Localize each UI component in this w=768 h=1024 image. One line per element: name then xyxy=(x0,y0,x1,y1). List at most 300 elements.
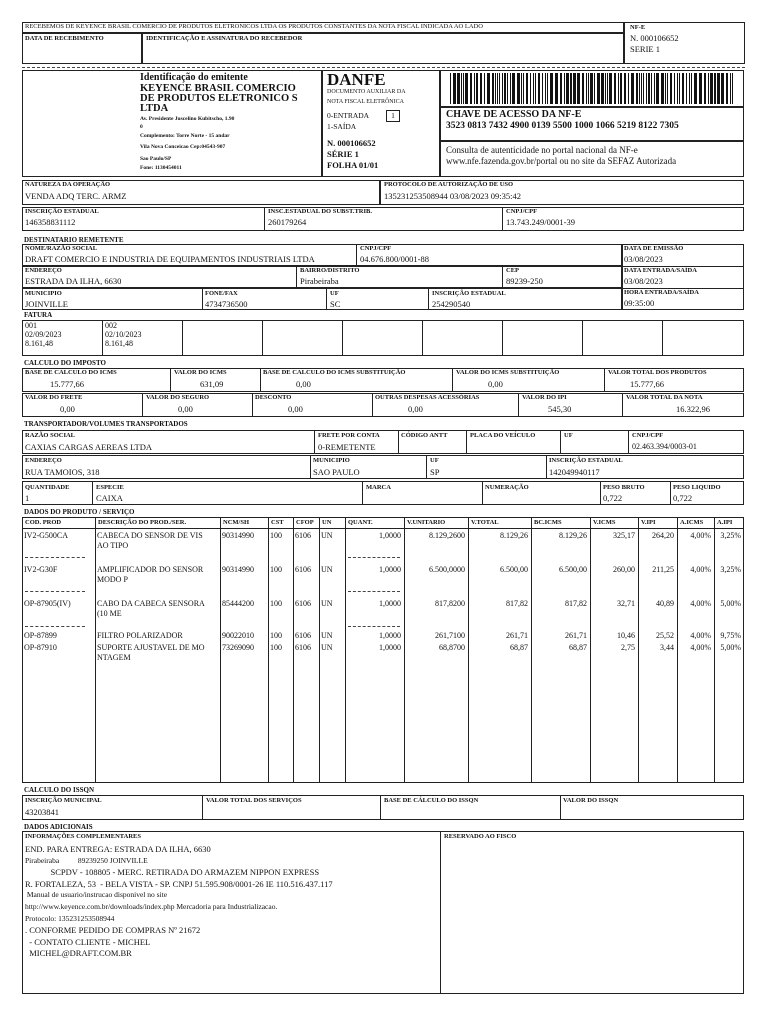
ipi-label: VALOR DO IPI xyxy=(522,394,567,401)
iest-valor: 260179264 xyxy=(268,217,307,227)
barcode-bar xyxy=(661,73,664,104)
barcode-image xyxy=(448,72,738,105)
column-divider xyxy=(268,517,269,783)
barcode-bar xyxy=(732,73,733,104)
barcode-bar xyxy=(609,73,612,104)
produtos-section-title: DADOS DO PRODUTO / SERVIÇO xyxy=(24,508,135,516)
barcode-bar xyxy=(523,73,524,104)
div xyxy=(452,368,453,392)
product-d2: MODO P xyxy=(97,575,128,584)
total-nota: 16.322,96 xyxy=(676,404,710,414)
barcode-bar xyxy=(497,73,498,104)
product-un: UN xyxy=(321,643,333,652)
div xyxy=(380,795,381,820)
div xyxy=(356,244,357,266)
div xyxy=(296,266,297,288)
barcode-bar xyxy=(487,73,490,104)
column-header: A.ICMS xyxy=(680,519,704,526)
dest-cnpj-label: CNPJ/CPF xyxy=(360,245,392,252)
transp-antt-label: CÓDIGO ANTT xyxy=(401,432,448,439)
barcode-bar xyxy=(588,73,589,104)
emitente-titulo: Identificação do emitente xyxy=(140,72,248,83)
div xyxy=(560,430,561,454)
div xyxy=(92,481,93,505)
barcode-bar xyxy=(646,73,647,104)
div xyxy=(440,831,441,994)
transp-endereco: RUA TAMOIOS, 318 xyxy=(25,467,100,477)
consulta-linha1: Consulta de autenticidade no portal nacional da NF-e xyxy=(446,145,638,155)
transp-numeracao-label: NUMERAÇÃO xyxy=(485,484,529,491)
product-cfop: 6106 xyxy=(295,531,311,540)
dest-uf-label: UF xyxy=(330,290,339,297)
column-divider xyxy=(293,517,294,783)
chave-label: CHAVE DE ACESSO DA NF-E xyxy=(446,109,582,120)
product-d1: CABECA DO SENSOR DE VIS xyxy=(97,531,203,540)
info-line: MICHEL@DRAFT.COM.BR xyxy=(25,948,132,959)
product-d2: AO TIPO xyxy=(97,541,129,550)
adicionais-section-title: DADOS ADICIONAIS xyxy=(24,823,93,831)
transp-cnpj-label: CNPJ/CPF xyxy=(632,432,664,439)
product-ai: 4,00% xyxy=(690,643,711,652)
barcode-bar xyxy=(535,73,536,104)
info-line: . CONFORME PEDIDO DE COMPRAS Nº 21672 xyxy=(25,925,201,936)
v-st-label: VALOR DO ICMS SUBSTITUIÇÃO xyxy=(456,369,560,376)
column-header: UN xyxy=(322,519,332,526)
barcode-bar xyxy=(618,73,619,104)
column-header: BC.ICMS xyxy=(534,519,562,526)
div xyxy=(670,481,671,505)
product-vt: 261,71 xyxy=(506,631,528,640)
product-cst: 100 xyxy=(270,531,282,540)
transportador-section-title: TRANSPORTADOR/VOLUMES TRANSPORTADOS xyxy=(24,420,188,428)
barcode-bar xyxy=(670,73,672,104)
imposto-section-title: CALCULO DO IMPOSTO xyxy=(24,359,106,367)
product-ap: 9,75% xyxy=(720,631,741,640)
issqn-im: 43203841 xyxy=(25,807,59,817)
protocolo-label: PROTOCOLO DE AUTORIZAÇÃO DE USO xyxy=(384,181,514,188)
barcode-bar xyxy=(699,73,702,104)
danfe-sub2: NOTA FISCAL ELETRÔNICA xyxy=(327,99,404,105)
barcode-bar xyxy=(607,73,608,104)
barcode-bar xyxy=(453,73,456,104)
barcode-bar xyxy=(476,73,478,104)
issqn-v-label: VALOR DO ISSQN xyxy=(563,797,619,804)
barcode-bar xyxy=(547,73,548,104)
barcode-bar xyxy=(577,73,580,104)
div xyxy=(342,320,343,356)
product-cod: OP-87905(IV) xyxy=(24,599,71,608)
product-d1: SUPORTE AJUSTAVEL DE MO xyxy=(97,643,205,652)
div xyxy=(582,320,583,356)
transp-placa-label: PLACA DO VEÍCULO xyxy=(470,432,536,439)
barcode-bar xyxy=(654,73,655,104)
consulta-linha2[interactable]: www.nfe.fazenda.gov.br/portal ou no site da SEFAZ Autorizada xyxy=(446,156,677,166)
duplicata-vencimento: 02/09/2023 xyxy=(25,330,62,339)
barcode-bar xyxy=(492,73,494,104)
div xyxy=(502,320,503,356)
product-cfop: 6106 xyxy=(295,643,311,652)
barcode-bar xyxy=(570,73,572,104)
barcode-bar xyxy=(538,73,540,104)
div xyxy=(264,207,265,231)
emitente-endereco2: 0 xyxy=(140,124,143,130)
div xyxy=(182,320,183,356)
column-header: A.IPI xyxy=(717,519,733,526)
product-ap: 3,25% xyxy=(720,565,741,574)
fatura-section-title: FATURA xyxy=(24,311,53,319)
product-un: UN xyxy=(321,631,333,640)
product-cod: IV2-G500CA xyxy=(24,531,68,540)
row-separator xyxy=(25,557,85,558)
barcode-bar xyxy=(601,73,604,104)
v-prod: 15.777,66 xyxy=(630,379,664,389)
div xyxy=(142,393,143,417)
div xyxy=(262,320,263,356)
product-vi: 325,17 xyxy=(613,531,635,540)
barcode-bar xyxy=(480,73,482,104)
barcode-bar xyxy=(526,73,528,104)
product-ai: 4,00% xyxy=(690,599,711,608)
destinatario-section-title: DESTINATARIO REMETENTE xyxy=(24,236,124,244)
dest-nome: DRAFT COMERCIO E INDUSTRIA DE EQUIPAMENTOS INDUSTRIAIS LTDA xyxy=(25,254,315,264)
barcode-bar xyxy=(582,73,584,104)
v-icms: 631,09 xyxy=(200,379,224,389)
product-ap: 3,25% xyxy=(720,531,741,540)
duplicata-numero: 002 xyxy=(105,321,117,330)
dest-entrada-label: DATA ENTRADA/SAÍDA xyxy=(624,267,697,274)
dest-ie-label: INSCRIÇÃO ESTADUAL xyxy=(432,290,506,297)
column-header: QUANT. xyxy=(348,519,373,526)
barcode-bar xyxy=(679,73,680,104)
div xyxy=(662,320,663,356)
barcode-bar xyxy=(507,73,508,104)
barcode-bar xyxy=(628,73,629,104)
barcode-bar xyxy=(714,73,716,104)
duplicata-vencimento: 02/10/2023 xyxy=(105,330,142,339)
barcode-bar xyxy=(597,73,600,104)
chave-valor[interactable]: 3523 0813 7432 4900 0139 5500 1000 1066 5219 8122 7305 xyxy=(446,121,679,131)
outras: 0,00 xyxy=(408,404,423,414)
dest-ie: 254290540 xyxy=(432,299,471,309)
product-qt: 1,0000 xyxy=(379,565,401,574)
column-header: V.TOTAL xyxy=(471,519,499,526)
transp-frete-label: FRETE POR CONTA xyxy=(318,432,380,439)
div xyxy=(326,288,327,310)
emitente-fone: Fone: 1130454011 xyxy=(140,165,182,171)
dest-hora-label: HORA ENTRADA/SAÍDA xyxy=(624,289,699,296)
transp-liquido-label: PESO LIQUIDO xyxy=(673,484,721,491)
barcode-bar xyxy=(704,73,706,104)
barcode-bar xyxy=(560,73,562,104)
product-cst: 100 xyxy=(270,565,282,574)
barcode-bar xyxy=(517,73,520,104)
transp-uf2: SP xyxy=(430,467,440,477)
dest-cep: 89239-250 xyxy=(506,276,543,286)
barcode-bar xyxy=(463,73,464,104)
transp-uf2-label: UF xyxy=(430,457,439,464)
emitente-bairro: Vila Nova Conceicao Cep:04543-907 xyxy=(140,144,226,150)
danfe-numero: N. 000106652 xyxy=(327,138,376,148)
product-vu: 6.500,0000 xyxy=(429,565,465,574)
barcode-bar xyxy=(624,73,626,104)
barcode-bar xyxy=(502,73,503,104)
product-ncm: 90314990 xyxy=(222,531,254,540)
barcode-bar xyxy=(484,73,485,104)
product-bc: 6.500,00 xyxy=(559,565,587,574)
barcode-bar xyxy=(550,73,553,104)
column-divider xyxy=(319,517,320,783)
product-ncm: 90022010 xyxy=(222,631,254,640)
dest-endereco: ESTRADA DA ILHA, 6630 xyxy=(25,276,122,286)
product-bc: 68,87 xyxy=(569,643,587,652)
barcode-bar xyxy=(682,73,684,104)
dest-cep-label: CEP xyxy=(506,267,519,274)
barcode-bar xyxy=(590,73,593,104)
desconto-label: DESCONTO xyxy=(255,394,292,401)
barcode-bar xyxy=(614,73,616,104)
dest-municipio: JOINVILLE xyxy=(25,299,68,309)
barcode-bar xyxy=(594,73,595,104)
canhoto-cut-line xyxy=(22,67,745,68)
column-divider xyxy=(95,517,96,783)
div xyxy=(170,368,171,392)
barcode-bar xyxy=(691,73,692,104)
div xyxy=(202,288,203,310)
protocolo-valor: 135231253508944 03/08/2023 09:35:42 xyxy=(384,191,521,201)
product-d2: NTAGEM xyxy=(97,653,131,662)
column-header: COD. PROD xyxy=(25,519,62,526)
info-line: SCPDV - 108805 - MERC. RETIRADA DO ARMAZEM NIPPON EXPRESS xyxy=(25,867,320,878)
barcode-bar xyxy=(474,73,475,104)
info-line: R. FORTALEZA, 53 - BELA VISTA - SP. CNPJ 51.595.908/0001-26 IE 110.516.437.117 xyxy=(25,878,333,889)
barcode-bar xyxy=(530,73,531,104)
barcode-bar xyxy=(694,73,697,104)
barcode-bar xyxy=(450,73,451,104)
barcode-bar xyxy=(512,73,515,104)
issqn-row xyxy=(22,795,744,820)
dest-cnpj: 04.676.800/0001-88 xyxy=(360,254,429,264)
barcode-bar xyxy=(726,73,728,104)
barcode-bar xyxy=(573,73,576,104)
barcode-bar xyxy=(717,73,720,104)
emitente-cidade: Sao Paulo/SP xyxy=(140,156,172,162)
dest-fone: 4734736500 xyxy=(205,299,248,309)
barcode-bar xyxy=(674,73,675,104)
transp-row2 xyxy=(22,455,744,479)
barcode-bar xyxy=(465,73,468,104)
product-ncm: 85444200 xyxy=(222,599,254,608)
dest-bairro-label: BAIRRO/DISTRITO xyxy=(300,267,360,274)
cnpj-emit-label: CNPJ/CPF xyxy=(506,208,538,215)
product-cod: IV2-G30F xyxy=(24,565,58,574)
bc-icms: 15.777,66 xyxy=(50,379,84,389)
product-ipi: 211,25 xyxy=(652,565,674,574)
div xyxy=(600,481,601,505)
div xyxy=(428,288,429,310)
row-separator xyxy=(348,626,400,627)
product-cst: 100 xyxy=(270,631,282,640)
barcode-bar xyxy=(533,73,534,104)
row-separator xyxy=(348,591,400,592)
product-ipi: 25,52 xyxy=(656,631,674,640)
info-line: END. PARA ENTREGA: ESTRADA DA ILHA, 6630 xyxy=(25,844,211,854)
fisco-label: RESERVADO AO FISCO xyxy=(444,833,517,840)
column-header: DESCRIÇÃO DO PROD./SER. xyxy=(98,519,187,526)
div xyxy=(372,393,373,417)
column-header: NCM/SH xyxy=(223,519,249,526)
product-un: UN xyxy=(321,565,333,574)
seguro-label: VALOR DO SEGURO xyxy=(146,394,210,401)
product-ai: 4,00% xyxy=(690,565,711,574)
transp-ie-label: INSCRIÇÃO ESTADUAL xyxy=(549,457,623,464)
dest-municipio-label: MUNICIPIO xyxy=(25,290,62,297)
barcode-bar xyxy=(730,73,731,104)
product-ap: 5,00% xyxy=(720,643,741,652)
transp-uf-label: UF xyxy=(564,432,573,439)
iest-label: INSC.ESTADUAL DO SUBST.TRIB. xyxy=(268,208,372,215)
product-vt: 8.129,26 xyxy=(500,531,528,540)
dest-emissao: 03/08/2023 xyxy=(624,254,663,264)
column-header: V.UNITARIO xyxy=(407,519,446,526)
product-d1: AMPLIFICADOR DO SENSOR xyxy=(97,565,204,574)
product-ai: 4,00% xyxy=(690,631,711,640)
v-icms-label: VALOR DO ICMS xyxy=(174,369,227,376)
product-un: UN xyxy=(321,531,333,540)
info-line[interactable]: http://www.keyence.com.br/downloads/index.php Mercadoria para Industrializacao. xyxy=(25,902,278,911)
product-vi: 2,75 xyxy=(621,643,635,652)
barcode-bar xyxy=(510,73,511,104)
info-line: Manual de usuario/instrucao disponivel no site xyxy=(25,890,168,900)
barcode-bar xyxy=(564,73,565,104)
dest-endereco-label: ENDEREÇO xyxy=(25,267,62,274)
div xyxy=(252,393,253,417)
div xyxy=(482,481,483,505)
dest-entrada: 03/08/2023 xyxy=(624,276,663,286)
product-vu: 261,7100 xyxy=(435,631,465,640)
barcode-bar xyxy=(545,73,546,104)
danfe-tipo-box: 1 xyxy=(386,110,400,122)
transp-liquido: 0,722 xyxy=(673,493,693,503)
canhoto-nfe-label: NF-E xyxy=(630,24,646,31)
div xyxy=(426,455,427,479)
div xyxy=(310,455,311,479)
product-ap: 5,00% xyxy=(720,599,741,608)
danfe-sub1: DOCUMENTO AUXILIAR DA xyxy=(327,89,406,95)
product-qt: 1,0000 xyxy=(379,643,401,652)
barcode-bar xyxy=(555,73,558,104)
v-st: 0,00 xyxy=(488,379,503,389)
transp-municipio: SAO PAULO xyxy=(313,467,360,477)
natureza-valor: VENDA ADQ TERC. ARMZ xyxy=(25,191,127,201)
div xyxy=(466,430,467,454)
div xyxy=(202,795,203,820)
div xyxy=(22,528,744,529)
transp-razao-label: RAZÃO SOCIAL xyxy=(25,432,76,439)
barcode-bar xyxy=(631,73,634,104)
barcode-bar xyxy=(566,73,569,104)
canhoto-assinatura-label: IDENTIFICAÇÃO E ASSINATURA DO RECEBEDOR xyxy=(146,35,303,42)
product-cst: 100 xyxy=(270,599,282,608)
total-nota-label: VALOR TOTAL DA NOTA xyxy=(626,394,703,401)
product-vi: 10,46 xyxy=(617,631,635,640)
barcode-bar xyxy=(461,73,462,104)
barcode-bar xyxy=(656,73,659,104)
barcode-bar xyxy=(620,73,622,104)
div xyxy=(622,393,623,417)
product-cod: OP-87899 xyxy=(24,631,57,640)
dest-emissao-label: DATA DE EMISSÃO xyxy=(624,245,684,252)
seguro: 0,00 xyxy=(178,404,193,414)
barcode-bar xyxy=(665,73,666,104)
barcode-bar xyxy=(470,73,472,104)
barcode-bar xyxy=(586,73,587,104)
frete-label: VALOR DO FRETE xyxy=(25,394,83,401)
product-ipi: 264,20 xyxy=(652,531,674,540)
barcode-bar xyxy=(499,73,500,104)
ie-label: INSCRIÇÃO ESTADUAL xyxy=(25,208,99,215)
barcode-bar xyxy=(651,73,652,104)
div xyxy=(546,455,547,479)
transp-qtd: 1 xyxy=(25,493,30,503)
barcode-bar xyxy=(457,73,460,104)
product-ipi: 3,44 xyxy=(660,643,674,652)
div xyxy=(560,795,561,820)
product-cod: OP-87910 xyxy=(24,643,57,652)
info-label: INFORMAÇÕES COMPLEMENTARES xyxy=(25,833,141,840)
product-vu: 817,8200 xyxy=(435,599,465,608)
issqn-bc-label: BASE DE CÁLCULO DO ISSQN xyxy=(384,797,479,804)
product-vu: 8.129,2600 xyxy=(429,531,465,540)
div xyxy=(628,430,629,454)
product-vu: 68,8700 xyxy=(439,643,465,652)
barcode-bar xyxy=(542,73,543,104)
barcode-bar xyxy=(639,73,640,104)
product-bc: 817,82 xyxy=(565,599,587,608)
barcode-bar xyxy=(495,73,496,104)
info-line: Protocolo: 135231253508944 xyxy=(25,913,115,923)
product-ncm: 90314990 xyxy=(222,565,254,574)
bc-icms-label: BASE DE CALCULO DO ICMS xyxy=(25,369,117,376)
product-vt: 817,82 xyxy=(506,599,528,608)
dest-uf: SC xyxy=(330,299,341,309)
product-cst: 100 xyxy=(270,643,282,652)
transp-especie-label: ESPECIE xyxy=(96,484,124,491)
canhoto-data-label: DATA DE RECEBIMENTO xyxy=(25,35,104,42)
danfe-folha: FOLHA 01/01 xyxy=(327,160,379,170)
div xyxy=(502,266,503,288)
bc-st-label: BASE DE CALCULO DO ICMS SUBSTITUIÇÃO xyxy=(263,369,406,376)
info-line: Pirabeiraba 89239250 JOINVILLE xyxy=(25,855,148,865)
div xyxy=(260,368,261,392)
div xyxy=(604,368,605,392)
div xyxy=(422,320,423,356)
issqn-vs-label: VALOR TOTAL DOS SERVIÇOS xyxy=(206,797,302,804)
emitente-endereco1: Av. Presidente Juscelino Kubitscho, 1.90 xyxy=(140,116,235,122)
div xyxy=(314,430,315,454)
issqn-section-title: CALCULO DO ISSQN xyxy=(24,786,95,794)
barcode-bar xyxy=(521,73,522,104)
barcode-bar xyxy=(605,73,606,104)
ipi: 545,30 xyxy=(548,404,572,414)
cnpj-emit-valor: 13.743.249/0001-39 xyxy=(506,217,575,227)
dest-nome-label: NOME/RAZÃO SOCIAL xyxy=(25,245,98,252)
column-header: V.IPI xyxy=(641,519,656,526)
barcode-bar xyxy=(677,73,678,104)
barcode-bar xyxy=(721,73,724,104)
bc-st: 0,00 xyxy=(296,379,311,389)
div xyxy=(502,207,503,231)
barcode-bar xyxy=(648,73,650,104)
